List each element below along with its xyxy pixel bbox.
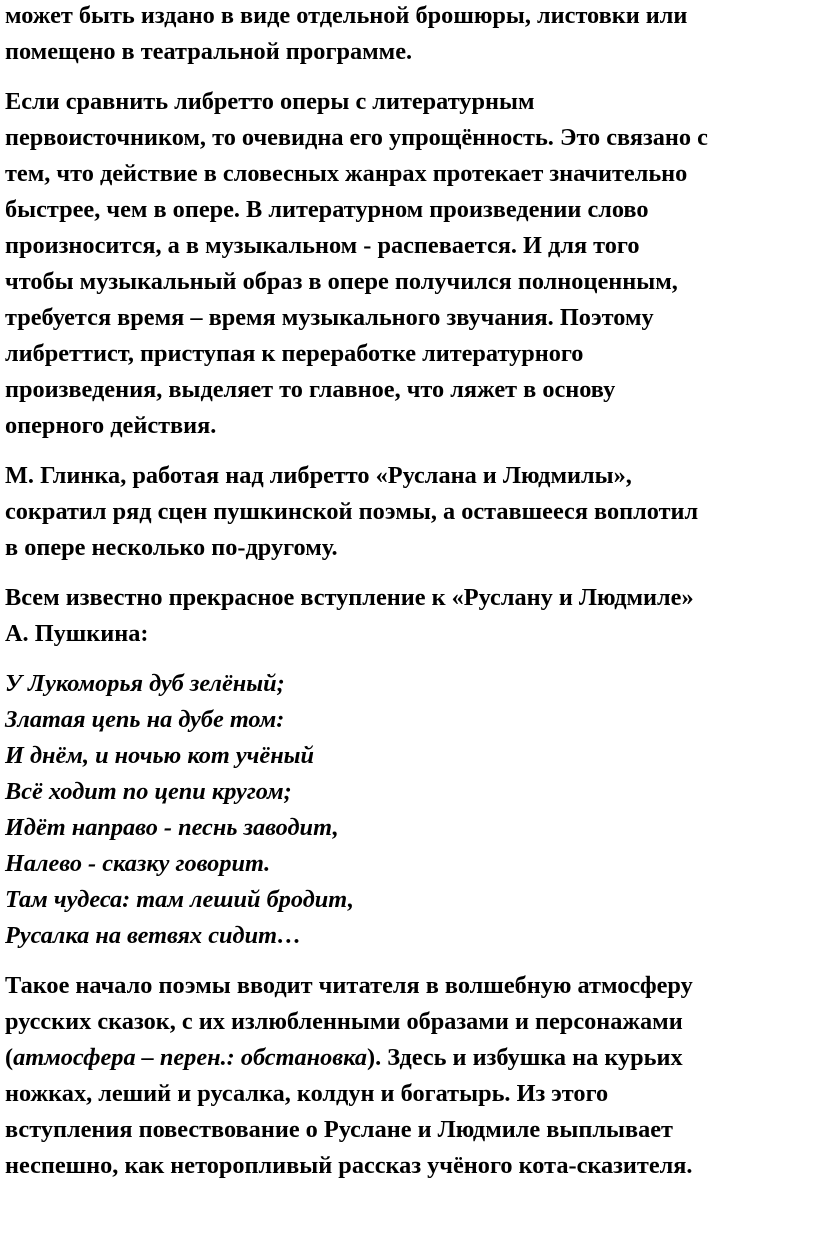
text-line: первоисточником, то очевидна его упрощённость. Это связано с xyxy=(5,124,708,151)
paragraph-closing xyxy=(5,968,811,1184)
document-page xyxy=(5,0,811,1198)
text-line: либреттист, приступая к переработке литературного xyxy=(5,340,584,367)
text-line: чтобы музыкальный образ в опере получился полноценным, xyxy=(5,268,678,295)
poem-line: И днём, и ночью кот учёный xyxy=(5,742,315,769)
text-line: неспешно, как неторопливый рассказ учёного кота-сказителя. xyxy=(5,1152,693,1179)
text-line: А. Пушкина: xyxy=(5,620,149,647)
text-line: быстрее, чем в опере. В литературном произведении слово xyxy=(5,196,649,223)
poem-line: Всё ходит по цепи кругом; xyxy=(5,778,292,805)
text-line: русских сказок, с их излюбленными образами и персонажами xyxy=(5,1008,683,1035)
poem-quote xyxy=(5,666,811,954)
text-line: помещено в театральной программе. xyxy=(5,38,413,65)
text-line: произносится, а в музыкальном - распевается. И для того xyxy=(5,232,640,259)
definition-text: атмосфера – перен.: обстановка xyxy=(13,1044,367,1071)
paragraph-pushkin-intro xyxy=(5,580,811,652)
text-line: в опере несколько по-другому. xyxy=(5,534,338,561)
poem-line: Златая цепь на дубе том: xyxy=(5,706,285,733)
paren-open: ( xyxy=(5,1044,14,1071)
poem-line: Русалка на ветвях сидит… xyxy=(5,922,302,949)
paragraph-comparison xyxy=(5,84,811,444)
text-line: тем, что действие в словесных жанрах протекает значительно xyxy=(5,160,688,187)
poem-line: Налево - сказку говорит. xyxy=(5,850,271,877)
text-line: сократил ряд сцен пушкинской поэмы, а оставшееся воплотил xyxy=(5,498,699,525)
text-line: может быть издано в виде отдельной брошюры, листовки или xyxy=(5,2,688,29)
text-line: Такое начало поэмы вводит читателя в волшебную атмосферу xyxy=(5,972,693,999)
text-line: произведения, выделяет то главное, что ляжет в основу xyxy=(5,376,616,403)
poem-line: Там чудеса: там леший бродит, xyxy=(5,886,354,913)
text-line: Всем известно прекрасное вступление к «Руслану и Людмиле» xyxy=(5,584,694,611)
poem-line: У Лукоморья дуб зелёный; xyxy=(5,670,285,697)
paragraph-intro xyxy=(5,0,811,70)
paragraph-glinka xyxy=(5,458,811,566)
text-fragment: ). Здесь и избушка на курьих xyxy=(366,1044,683,1071)
text-line: Если сравнить либретто оперы с литературным xyxy=(5,88,535,115)
poem-line: Идёт направо - песнь заводит, xyxy=(5,814,339,841)
text-line: вступления повествование о Руслане и Людмиле выплывает xyxy=(5,1116,673,1143)
text-line: М. Глинка, работая над либретто «Руслана и Людмилы», xyxy=(5,462,632,489)
text-line: ножках, леший и русалка, колдун и богатырь. Из этого xyxy=(5,1080,609,1107)
text-line: оперного действия. xyxy=(5,412,217,439)
text-line-with-definition xyxy=(5,1040,811,1076)
text-line: требуется время – время музыкального звучания. Поэтому xyxy=(5,304,654,331)
